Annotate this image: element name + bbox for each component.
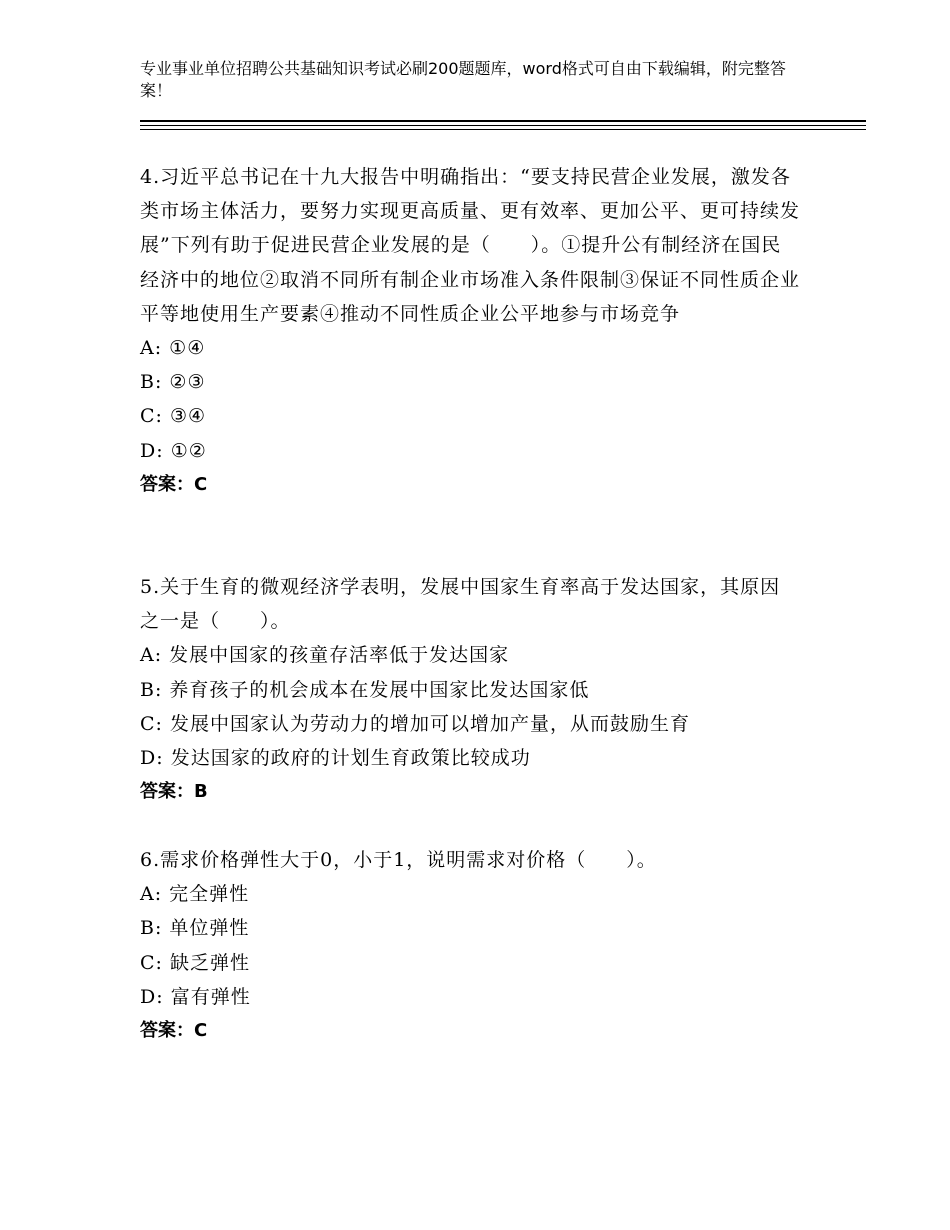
question-stem: 5.关于生育的微观经济学表明，发展中国家生育率高于发达国家，其原因之一是（ ）。 bbox=[140, 576, 781, 633]
option-b: B: 单位弹性 bbox=[140, 917, 250, 940]
question-stem: 4.习近平总书记在十九大报告中明确指出：“要支持民营企业发展，激发各类市场主体活力，要努力实现更高质量、更有效率、更加公平、更可持续发展”下列有助于促进民营企业发展的是（ ）。①提升公有制经济在国民经济中的地位②取消不同所有制企业市场准入条件限制③保证不同性质企业平等地使用生产要素④推动不同性质企业公平地参与市场竞争 bbox=[140, 166, 801, 325]
question-6 bbox=[140, 843, 800, 1048]
option-d: D: ①② bbox=[140, 439, 207, 462]
question-5 bbox=[140, 570, 800, 809]
header-divider bbox=[140, 125, 866, 126]
option-d: D: 富有弹性 bbox=[140, 985, 251, 1008]
answer: 答案：C bbox=[140, 473, 208, 495]
question-stem: 6.需求价格弹性大于0，小于1，说明需求对价格（ ）。 bbox=[140, 849, 657, 871]
option-d: D: 发达国家的政府的计划生育政策比较成功 bbox=[140, 746, 531, 769]
answer: 答案：B bbox=[140, 781, 208, 803]
option-a: A: 发展中国家的孩童存活率低于发达国家 bbox=[140, 644, 510, 667]
option-c: C: 缺乏弹性 bbox=[140, 951, 251, 974]
option-b: B: ②③ bbox=[140, 371, 206, 394]
option-a: A: ①④ bbox=[140, 337, 206, 360]
option-c: C: ③④ bbox=[140, 405, 207, 428]
header-divider bbox=[140, 120, 866, 122]
option-b: B: 养育孩子的机会成本在发展中国家比发达国家低 bbox=[140, 678, 590, 701]
option-a: A: 完全弹性 bbox=[140, 883, 250, 906]
header-divider bbox=[140, 129, 866, 130]
page-header: 专业事业单位招聘公共基础知识考试必刷200题题库，word格式可自由下载编辑，附完整答案！ bbox=[140, 59, 786, 100]
option-c: C: 发展中国家认为劳动力的增加可以增加产量，从而鼓励生育 bbox=[140, 712, 691, 735]
answer: 答案：C bbox=[140, 1019, 208, 1041]
question-4 bbox=[140, 160, 800, 502]
